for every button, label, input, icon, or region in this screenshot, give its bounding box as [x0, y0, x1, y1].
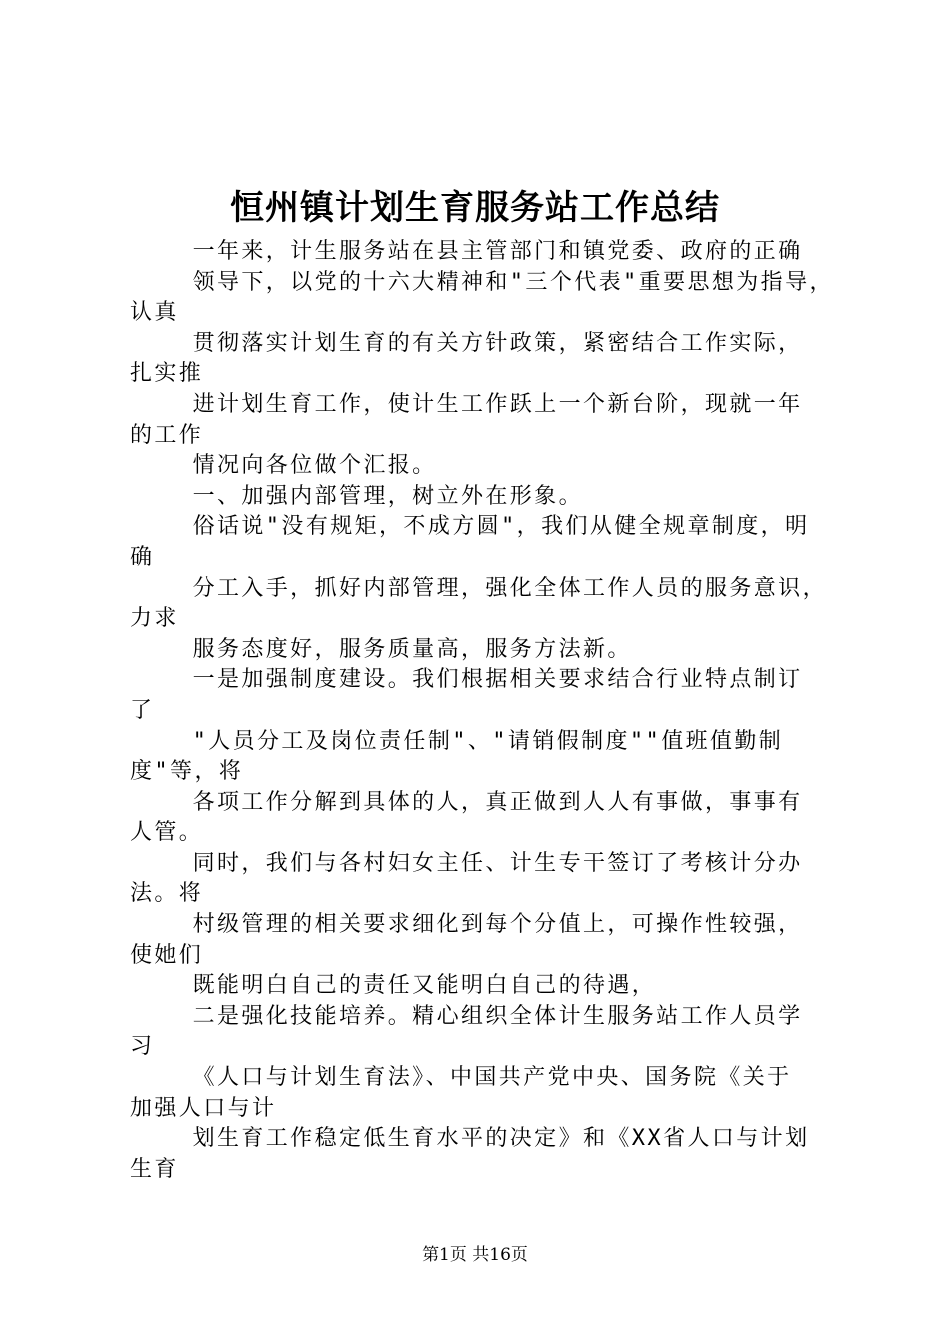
- page-number-footer: 第1页 共16页: [422, 1245, 528, 1265]
- body-text-line: 二是强化技能培养。精心组织全体计生服务站工作人员学: [130, 1003, 803, 1029]
- body-text-line: 划生育工作稳定低生育水平的决定》和《XX省人口与计划: [130, 1126, 810, 1152]
- body-text-line: 一、加强内部管理，树立外在形象。: [130, 483, 583, 509]
- body-text-line: 《人口与计划生育法》、中国共产党中央、国务院《关于: [130, 1065, 792, 1091]
- body-text-line: 人管。: [130, 820, 204, 846]
- body-text-line: 分工入手，抓好内部管理，强化全体工作人员的服务意识，: [130, 575, 827, 601]
- body-text-line: 服务态度好，服务质量高，服务方法新。: [130, 636, 632, 662]
- body-text-line: 法。将: [130, 881, 204, 907]
- body-text-line: 加强人口与计: [130, 1095, 277, 1121]
- body-text-line: 俗话说"没有规矩，不成方圆"，我们从健全规章制度，明: [130, 514, 810, 540]
- body-text-line: 贯彻落实计划生育的有关方针政策，紧密结合工作实际，: [130, 330, 803, 356]
- body-text-line: 领导下，以党的十六大精神和"三个代表"重要思想为指导，: [130, 269, 834, 295]
- document-body: [130, 237, 850, 1185]
- body-text-line: 确: [130, 544, 155, 570]
- body-text-line: 各项工作分解到具体的人，真正做到人人有事做，事事有: [130, 789, 803, 815]
- body-text-line: 使她们: [130, 942, 204, 968]
- body-text-line: 习: [130, 1034, 155, 1060]
- body-text-line: 情况向各位做个汇报。: [130, 453, 437, 479]
- body-text-line: 扎实推: [130, 361, 204, 387]
- body-text-line: 同时，我们与各村妇女主任、计生专干签订了考核计分办: [130, 850, 803, 876]
- body-text-line: 度"等，将: [130, 759, 244, 785]
- body-text-line: 进计划生育工作，使计生工作跃上一个新台阶，现就一年: [130, 391, 803, 417]
- body-text-line: 了: [130, 697, 155, 723]
- body-text-line: 一年来，计生服务站在县主管部门和镇党委、政府的正确: [130, 239, 803, 264]
- body-text-line: 既能明白自己的责任又能明白自己的待遇，: [130, 973, 657, 999]
- body-text-line: 认真: [130, 300, 179, 326]
- body-text-line: 的工作: [130, 422, 204, 448]
- document-title: 恒州镇计划生育服务站工作总结: [230, 188, 720, 228]
- body-text-line: 一是加强制度建设。我们根据相关要求结合行业特点制订: [130, 667, 803, 693]
- body-text-line: 力求: [130, 606, 179, 632]
- body-text-line: 村级管理的相关要求细化到每个分值上，可操作性较强，: [130, 912, 803, 938]
- body-text-line: "人员分工及岗位责任制"、"请销假制度""值班值勤制: [130, 728, 784, 754]
- body-text-line: 生育: [130, 1156, 179, 1182]
